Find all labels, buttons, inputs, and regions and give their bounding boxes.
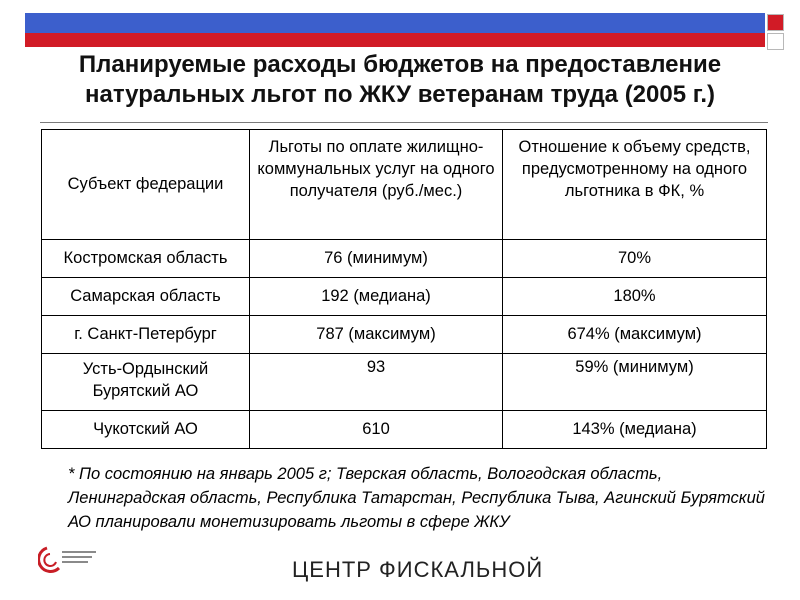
top-red-bar: [25, 33, 765, 47]
table-row: [42, 316, 767, 354]
corner-red-square: [767, 14, 784, 31]
table-row: [42, 411, 767, 449]
header-region: Субъект федерации: [42, 130, 250, 240]
table-row: [42, 354, 767, 411]
footer-caption: ЦЕНТР ФИСКАЛЬНОЙ: [292, 557, 544, 582]
title-divider: [40, 122, 768, 123]
footnote: * По состоянию на январь 2005 г; Тверская область, Вологодская область, Ленинградская область, Республика Татарстан, Республика Тыва, Агинский Бурятский АО планировали монетизировать льготы в сфере ЖКУ: [68, 465, 765, 531]
ratio-cell: 180%: [503, 278, 767, 316]
table-row: [42, 278, 767, 316]
region-cell: Чукотский АО: [42, 411, 250, 449]
title-line-1: Планируемые расходы бюджетов на предоставление: [78, 51, 722, 78]
amount-cell: 93: [250, 354, 503, 411]
region-cell: г. Санкт-Петербург: [42, 316, 250, 354]
amount-cell: 76 (минимум): [250, 240, 503, 278]
amount-cell: 787 (максимум): [250, 316, 503, 354]
corner-white-square: [767, 33, 784, 50]
region-cell: Самарская область: [42, 278, 250, 316]
ratio-cell: 143% (медиана): [503, 411, 767, 449]
center-logo-icon: [38, 546, 98, 580]
page-title: [40, 50, 760, 110]
table-row: [42, 240, 767, 278]
ratio-cell: 70%: [503, 240, 767, 278]
title-line-2: натуральных льгот по ЖКУ ветеранам труда (2005 г.): [84, 81, 715, 108]
benefits-table: [41, 129, 767, 449]
region-cell: Усть-Ордынский Бурятский АО: [42, 354, 250, 411]
header-benefit-amount: Льготы по оплате жилищно-коммунальных услуг на одного получателя (руб./мес.): [250, 130, 503, 240]
header-ratio: Отношение к объему средств, предусмотренному на одного льготника в ФК, %: [503, 130, 767, 240]
amount-cell: 192 (медиана): [250, 278, 503, 316]
ratio-cell: 59% (минимум): [503, 354, 767, 411]
table-header-row: [42, 130, 767, 240]
amount-cell: 610: [250, 411, 503, 449]
ratio-cell: 674% (максимум): [503, 316, 767, 354]
top-blue-bar: [25, 13, 765, 33]
region-cell: Костромская область: [42, 240, 250, 278]
